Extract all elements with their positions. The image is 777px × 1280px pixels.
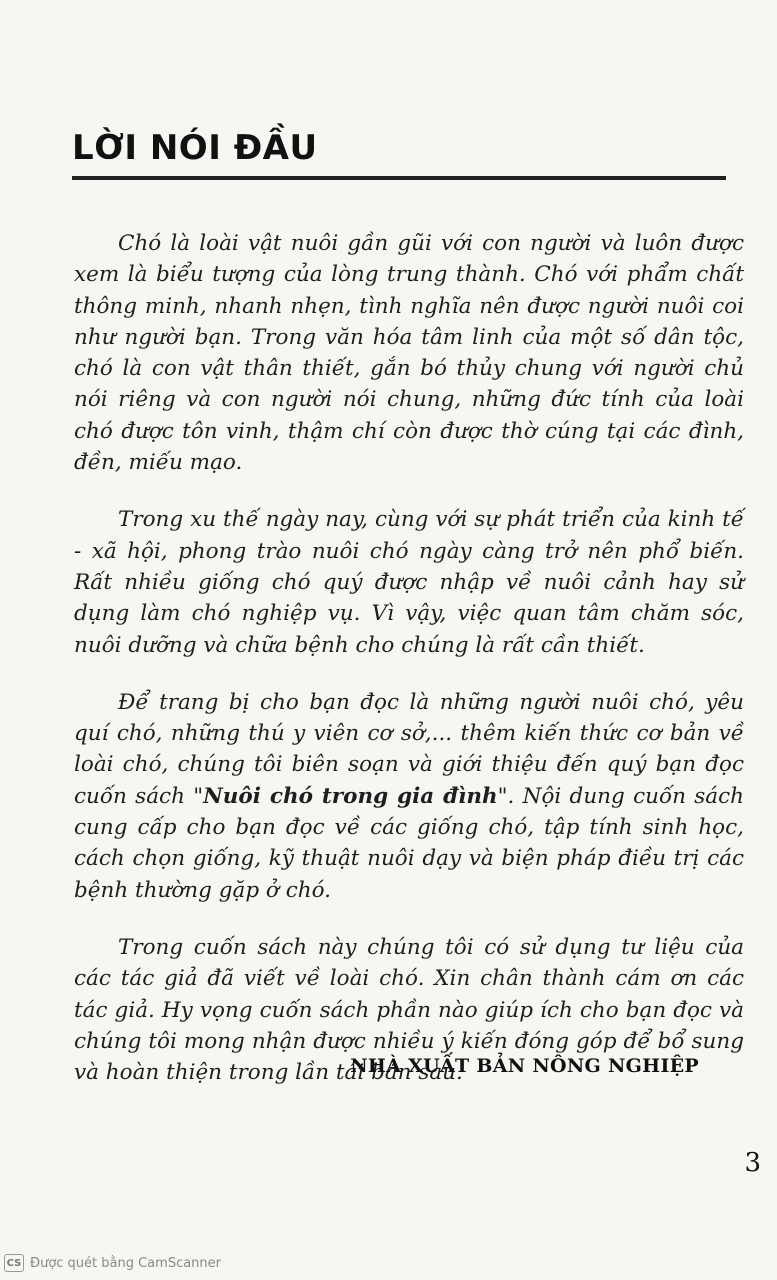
page-number: 3 [744, 1148, 761, 1178]
paragraph-2: Trong xu thế ngày nay, cùng với sự phát triển của kinh tế - xã hội, phong trào nuôi chó ngày càng trở nên phổ biến. Rất nhiều giống chó quý được nhập về nuôi cảnh hay sử dụng làm chó nghiệp vụ. Vì vậy, việc quan tâm chăm sóc, nuôi dưỡng và chữa bệnh cho chúng là rất cần thiết. [74, 507, 744, 658]
body-text [74, 228, 744, 1114]
title-divider [72, 176, 726, 180]
book-title: Nuôi chó trong gia đình [203, 783, 498, 809]
paragraph-1: Chó là loài vật nuôi gần gũi với con người và luôn được xem là biểu tượng của lòng trung thành. Chó với phẩm chất thông minh, nhanh nhẹn, tình nghĩa nên được người nuôi coi như người bạn. Trong văn hóa tâm linh của một số dân tộc, chó là con vật thân thiết, gắn bó thủy chung với người chủ nói riêng và con người nói chung, những đức tính của loài chó được tôn vinh, thậm chí còn được thờ cúng tại các đình, đền, miếu mạo. [74, 231, 744, 476]
paragraph-3 [74, 687, 744, 906]
paragraph-3-text-before: Để trang bị cho bạn đọc là những người nuôi chó, yêu quí chó, những thú y viên cơ sở,... thêm kiến thức cơ bản về loài chó, chúng tôi biên soạn và giới thiệu đến quý bạn đọc cuốn sách " [74, 689, 744, 809]
paragraph-4: Trong cuốn sách này chúng tôi có sử dụng tư liệu của các tác giả đã viết về loài chó. Xin chân thành cám ơn các tác giả. Hy vọng cuốn sách phần nào giúp ích cho bạn đọc và chúng tôi mong nhận được nhiều ý kiến đóng góp để bổ sung và hoàn thiện trong lần tái bản sau. [74, 934, 744, 1086]
page-title: LỜI NÓI ĐẦU [72, 128, 318, 168]
scanner-footer-text: Được quét bằng CamScanner [30, 1255, 222, 1271]
camscanner-icon: CS [4, 1254, 24, 1272]
paragraph-3-text-after: ". Nội dung cuốn sách cung cấp cho bạn đọc về các giống chó, tập tính sinh học, cách chọn giống, kỹ thuật nuôi dạy và biện pháp điều trị các bệnh thường gặp ở chó. [74, 783, 744, 903]
publisher-signature: NHÀ XUẤT BẢN NÔNG NGHIỆP [350, 1055, 699, 1077]
scanner-footer [4, 1254, 221, 1272]
